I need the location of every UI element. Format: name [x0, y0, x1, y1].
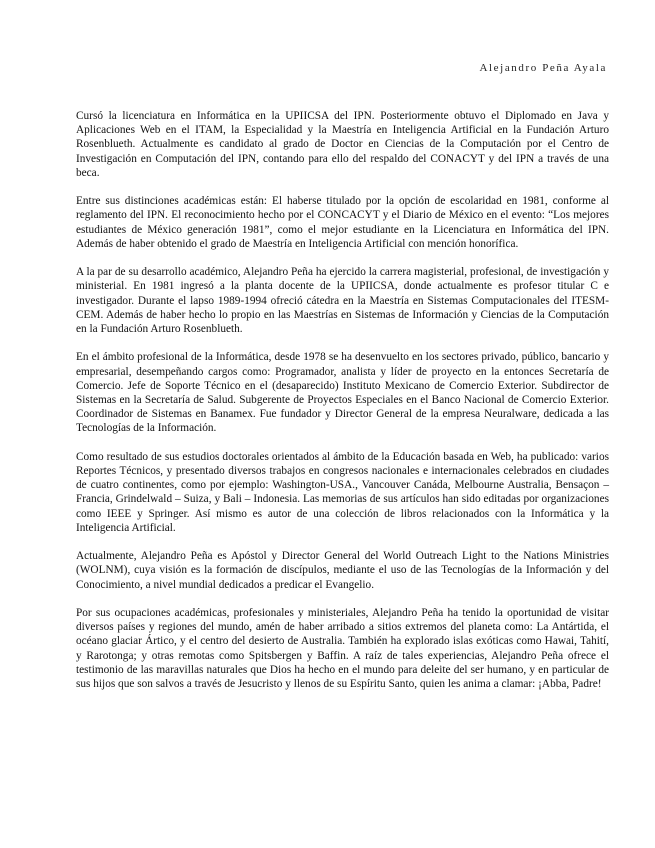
paragraph-academic-career: A la par de su desarrollo académico, Alejandro Peña ha ejercido la carrera magisterial, profesional, de investigación y ministerial. En 1981 ingresó a la planta docente de la UPIICSA, donde actualmente es profesor titular C e investigador. Durante el lapso 1989-1994 ofreció cátedra en la Maestría en Sistemas Computacionales del ITESM-CEM. Además de haber hecho lo propio en las Maestrías en Sistemas de Información y Ciencias de la Computación en la Fundación Arturo Rosenblueth. — [76, 266, 609, 336]
paragraph-professional: En el ámbito profesional de la Informática, desde 1978 se ha desenvuelto en los sectores privado, público, bancario y empresarial, desempeñando cargos como: Programador, analista y líder de proyecto en la entonces Secretaría de Comercio. Jefe de Soporte Técnico en el (desaparecido) Instituto Mexicano de Comercio Exterior. Subdirector de Sistemas en la Secretaría de Salud. Subgerente de Proyectos Especiales en el Banco Nacional de Comercio Exterior. Coordinador de Sistemas en Banamex. Fue fundador y Director General de la empresa Neuralware, dedicada a las Tecnologías de la Información. — [76, 351, 609, 435]
biography-body — [76, 109, 609, 705]
paragraph-education: Cursó la licenciatura en Informática en la UPIICSA del IPN. Posteriormente obtuvo el Diplomado en Java y Aplicaciones Web en el ITAM, la Especialidad y la Maestría en Inteligencia Artificial en la Fundación Arturo Rosenblueth. Actualmente es candidato al grado de Doctor en Ciencias de la Computación por el Centro de Investigación en Computación del IPN, contando para ello del respaldo del CONACYT y del IPN a través de una beca. — [76, 110, 609, 179]
paragraph-distinctions: Entre sus distinciones académicas están: El haberse titulado por la opción de escolaridad en 1981, conforme al reglamento del IPN. El reconocimiento hecho por el CONCACYT y el Diario de México en el evento: “Los mejores estudiantes de México generación 1981”, como el mejor estudiante en la Licenciatura en Informática del IPN. Además de haber obtenido el grado de Maestría en Inteligencia Artificial con mención honorífica. — [76, 195, 609, 250]
paragraph-ministry: Actualmente, Alejandro Peña es Apóstol y Director General del World Outreach Light to the Nations Ministries (WOLNM), cuya visión es la formación de discípulos, mediante el uso de las Tecnologías de la Información y del Conocimiento, a nivel mundial dedicados a predicar el Evangelio. — [76, 550, 609, 591]
paragraph-travels: Por sus ocupaciones académicas, profesionales y ministeriales, Alejandro Peña ha tenido la oportunidad de visitar diversos países y regiones del mundo, amén de haber arribado a sitios extremos del planeta como: La Antártida, el océano glaciar Ártico, y el centro del desierto de Australia. También ha explorado islas exóticas como Hawai, Tahití, y Rarotonga; y otras remotas como Spitsbergen y Baffin. A raíz de tales experiencias, Alejandro Peña ofrece el testimonio de las maravillas naturales que Dios ha hecho en el mundo para deleite del ser humano, y en particular de sus hijos que son salvos a través de Jesucristo y llenos de su Espíritu Santo, quien les anima a clamar: ¡Abba, Padre! — [76, 607, 609, 691]
paragraph-publications: Como resultado de sus estudios doctorales orientados al ámbito de la Educación basada en Web, ha publicado: varios Reportes Técnicos, y presentado diversos trabajos en congresos nacionales e internacionales celebrados en ciudades de cuatro continentes, como por ejemplo: Washington-USA., Vancouver Canáda, Melbourne Australia, Bensaçon – Francia, Grindelwald – Suiza, y Bali – Indonesia. Las memorias de sus artículos han sido editadas por organizaciones como IEEE y Springer. Así mismo es autor de una colección de libros relacionados con la Informática y la Inteligencia Artificial. — [76, 450, 609, 534]
author-name: Alejandro Peña Ayala — [479, 62, 607, 74]
